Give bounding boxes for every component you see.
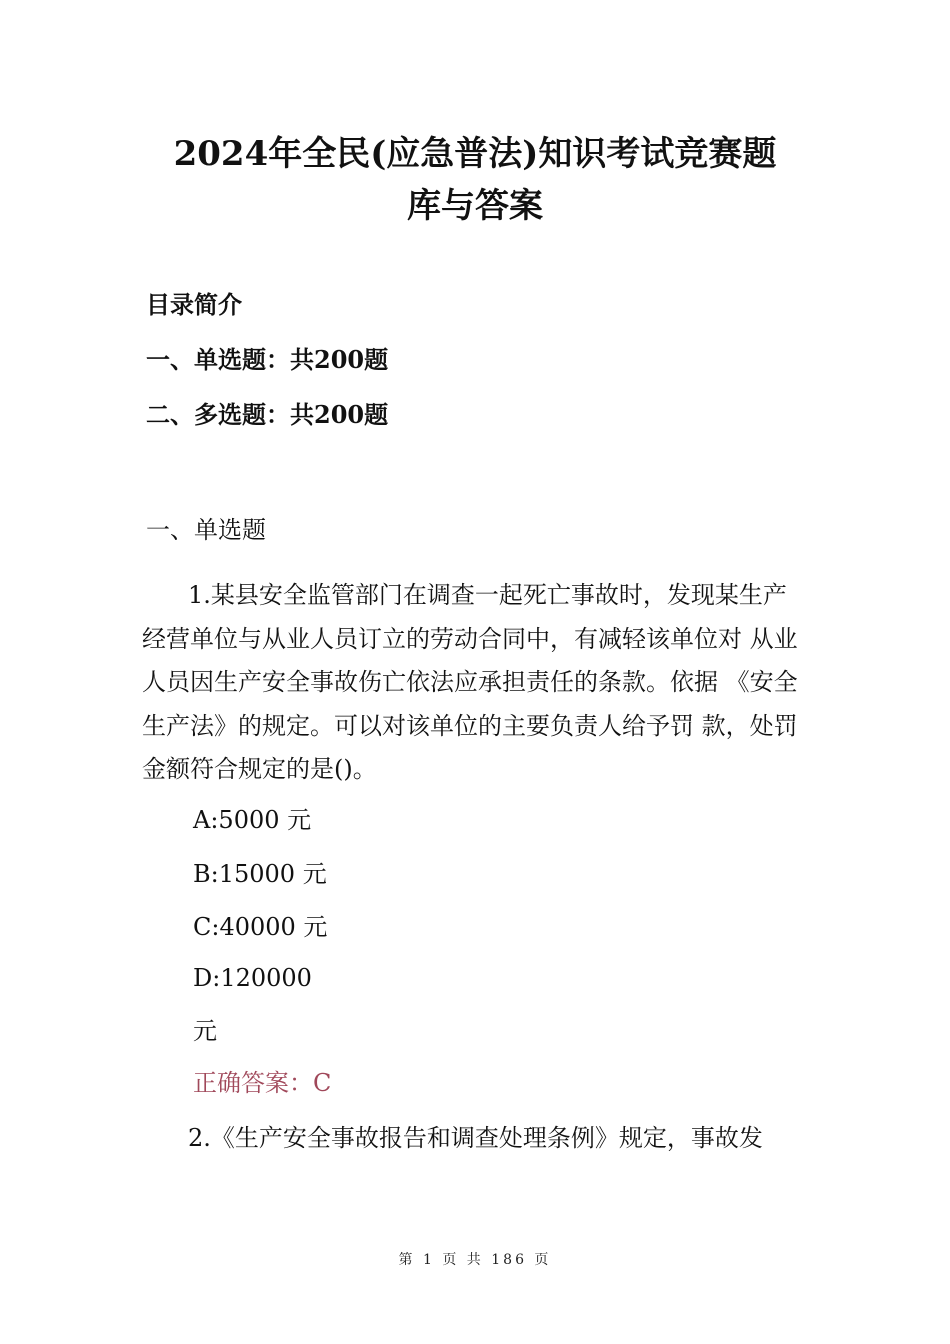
page-footer: 第 1 页 共 186 页 [398,1252,552,1268]
question-2-text: 2.《生产安全事故报告和调查处理条例》规定，事故发 [188,1124,763,1152]
toc-heading: 目录简介 [146,290,242,319]
question-1-option-d: D:120000 [193,964,312,992]
section-heading-single-choice: 一、单选题 [146,516,266,544]
toc-item-multiple-choice: 二、多选题：共200题 [146,400,389,429]
toc-item-single-choice: 一、单选题：共200题 [146,345,389,374]
question-1-option-a: A:5000 元 [193,806,312,834]
question-1-option-c: C:40000 元 [193,913,328,941]
title-line-1: 2024年全民(应急普法)知识考试竞赛题 [173,134,777,174]
question-1-option-b: B:15000 元 [193,860,327,888]
document-title [120,128,830,232]
question-1-answer: 正确答案：C [193,1069,332,1097]
question-1-option-d-unit: 元 [193,1017,217,1045]
title-line-2: 库与答案 [407,186,543,226]
question-1-text: 1.某县安全监管部门在调查一起死亡事故时，发现某生产经营单位与从业人员订立的劳动合同中，有减轻该单位对 从业人员因生产安全事故伤亡依法应承担责任的条款。依据 《安全生产法》的规定。可以对该单位的主要负责人给予罚 款，处罚金额符合规定的是()。 [142,581,798,783]
